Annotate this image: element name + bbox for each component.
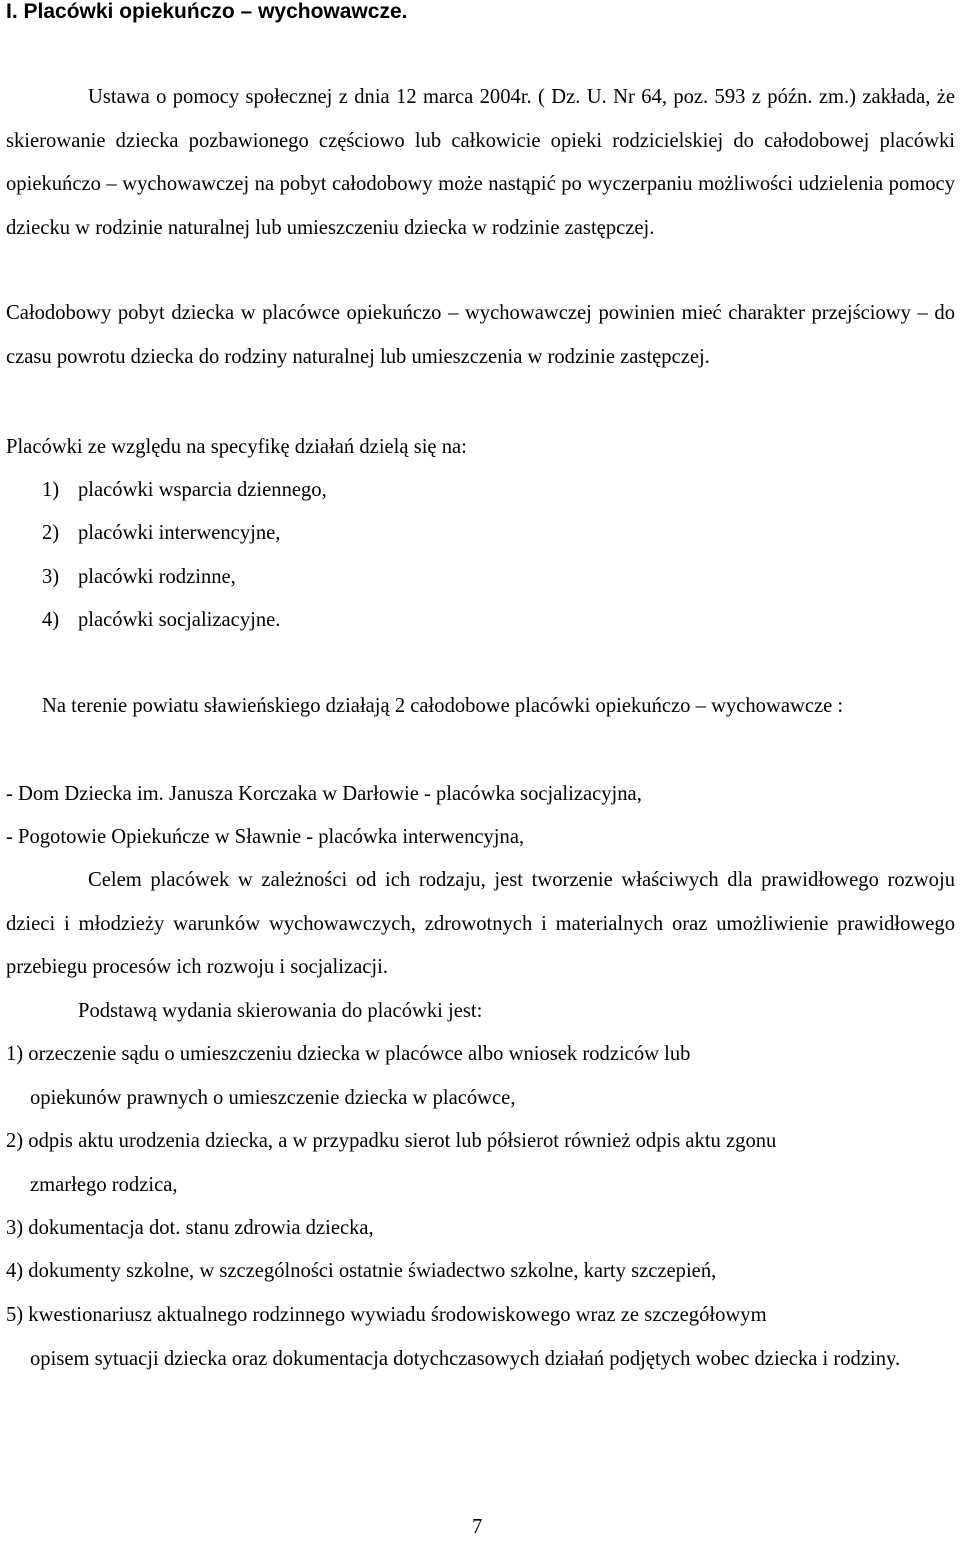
list-item <box>42 469 327 513</box>
facility-item: - Pogotowie Opiekuńcze w Sławnie - placówka interwencyjna, <box>6 826 525 848</box>
list-item-number: 4) <box>42 609 60 631</box>
list-item-number: 1) <box>42 479 60 501</box>
list-item-text: placówki wsparcia dziennego, <box>78 479 327 501</box>
paragraph-stay-character: Całodobowy pobyt dziecka w placówce opiekuńczo – wychowawczej powinien mieć charakter przejściowy – do czasu powrotu dziecka do rodziny naturalnej lub umieszczenia w rodzinie zastępczej. <box>6 302 955 368</box>
list-item-number: 3) <box>42 566 60 588</box>
documents-intro: Podstawą wydania skierowania do placówki jest: <box>78 1000 483 1022</box>
document-item-text: 2) odpis aktu urodzenia dziecka, a w przypadku sierot lub półsierot również odpis aktu zgonu <box>6 1130 777 1152</box>
page-number: 7 <box>472 1516 483 1538</box>
list-item-text: placówki rodzinne, <box>78 566 236 588</box>
document-item <box>6 1294 955 1381</box>
list-item <box>42 512 280 556</box>
document-item-text: 3) dokumentacja dot. stanu zdrowia dziecka, <box>6 1217 374 1239</box>
paragraph-purpose: Celem placówek w zależności od ich rodzaju, jest tworzenie właściwych dla prawidłowego rozwoju dzieci i młodzieży warunków wychowawczych, zdrowotnych i materialnych oraz umożliwienie prawidłowego przebiegu procesów ich rozwoju i socjalizacji. <box>6 869 955 979</box>
list-item-text: placówki interwencyjne, <box>78 522 281 544</box>
document-item-text: 4) dokumenty szkolne, w szczególności ostatnie świadectwo szkolne, karty szczepień, <box>6 1260 717 1282</box>
document-item-text: 5) kwestionariusz aktualnego rodzinnego wywiadu środowiskowego wraz ze szczegółowym <box>6 1304 767 1326</box>
list-item-number: 2) <box>42 522 60 544</box>
document-item <box>6 1120 955 1207</box>
document-item-continuation: opisem sytuacji dziecka oraz dokumentacja dotychczasowych działań podjętych wobec dziecka i rodziny. <box>30 1347 901 1370</box>
document-item <box>6 1207 955 1251</box>
list-item <box>42 599 280 643</box>
document-item <box>6 1250 955 1294</box>
list-item-text: placówki socjalizacyjne. <box>78 609 281 631</box>
list-intro: Placówki ze względu na specyfikę działań dzielą się na: <box>6 436 467 458</box>
section-heading: I. Placówki opiekuńczo – wychowawcze. <box>6 0 408 23</box>
document-item-text: 1) orzeczenie sądu o umieszczeniu dziecka w placówce albo wniosek rodziców lub <box>6 1043 691 1065</box>
paragraph-legal-basis: Ustawa o pomocy społecznej z dnia 12 marca 2004r. ( Dz. U. Nr 64, poz. 593 z późn. zm.) zakłada, że skierowanie dziecka pozbawionego częściowo lub całkowicie opieki rodzicielskiej do całodobowej placówki opiekuńczo – wychowawczej na pobyt całodobowy może nastąpić po wyczerpaniu możliwości udzielenia pomocy dziecku w rodzinie naturalnej lub umieszczeniu dziecka w rodzinie zastępczej. <box>6 86 955 239</box>
list-item <box>42 556 236 600</box>
document-item <box>6 1033 955 1120</box>
document-item-continuation: opiekunów prawnych o umieszczenie dziecka w placówce, <box>30 1086 516 1109</box>
facility-item: - Dom Dziecka im. Janusza Korczaka w Darłowie - placówka socjalizacyjna, <box>6 783 642 805</box>
paragraph-facilities: Na terenie powiatu sławieńskiego działają 2 całodobowe placówki opiekuńczo – wychowawcze : <box>42 695 844 717</box>
document-item-continuation: zmarłego rodzica, <box>30 1173 178 1196</box>
